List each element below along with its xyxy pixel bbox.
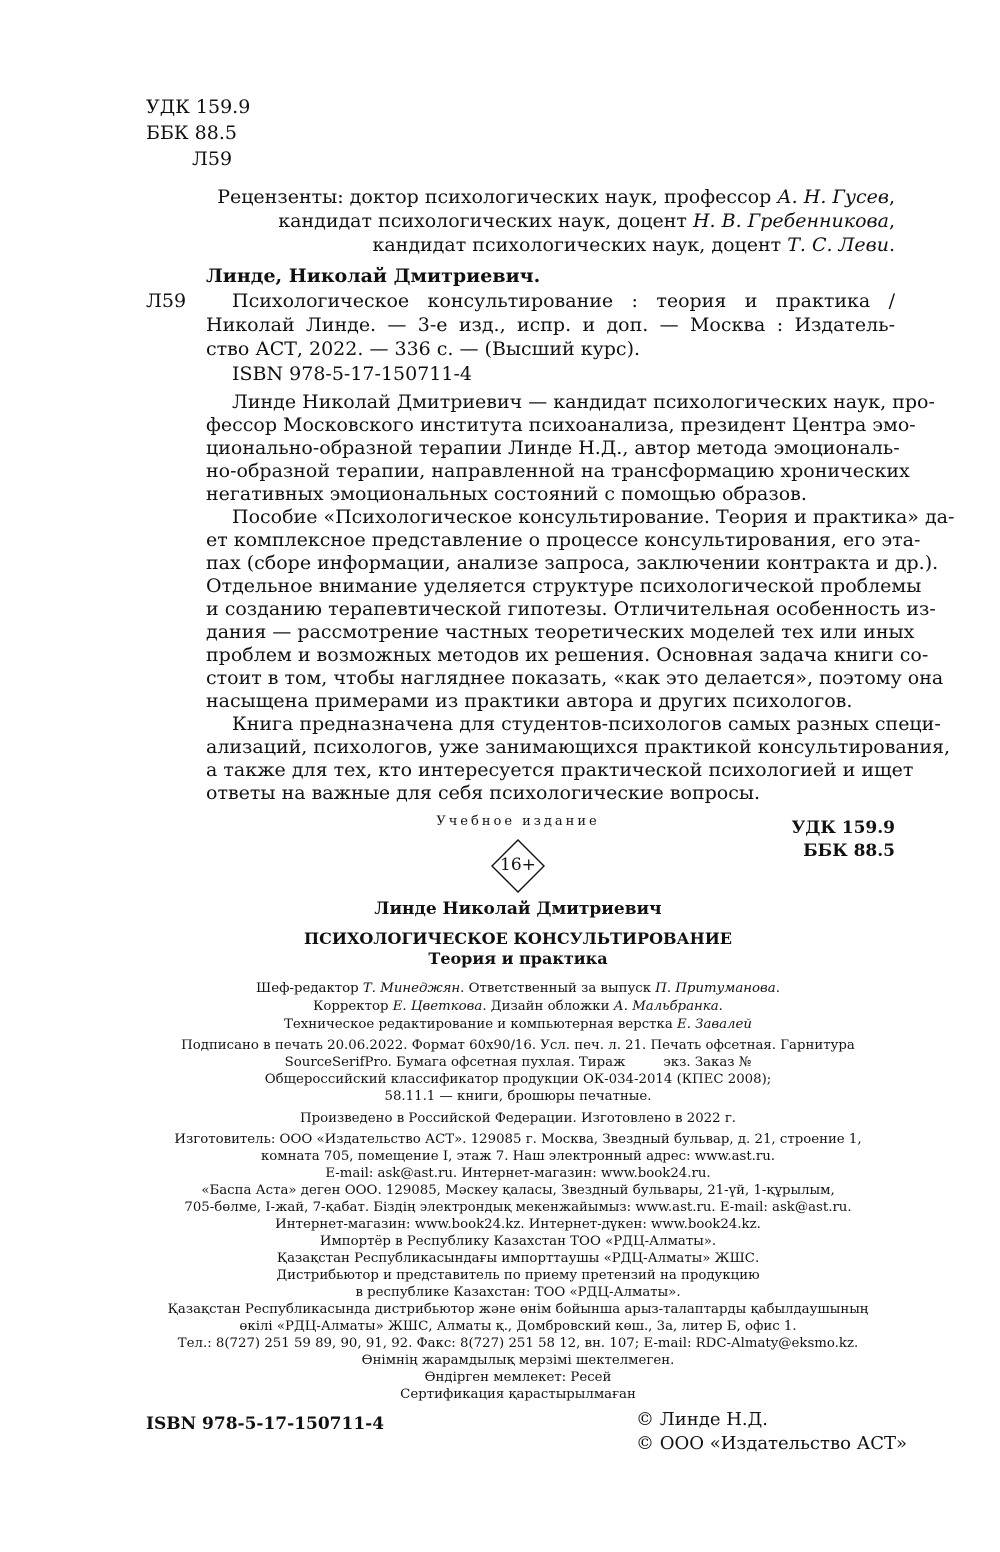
annotation-udk: УДК 159.9 <box>791 818 895 838</box>
imprint-line: комната 705, помещение I, этаж 7. Наш электронный адрес: www.ast.ru. <box>260 1149 776 1164</box>
imprint-line: Өндірген мемлекет: Ресей <box>424 1370 612 1385</box>
imprint-line: Изготовитель: ООО «Издательство АСТ». 129085 г. Москва, Звездный бульвар, д. 21, строение 1, <box>174 1132 862 1147</box>
udk-code: УДК 159.9 <box>146 96 251 118</box>
imprint-line: «Баспа Аста» деген ООО. 129085, Мәскеу қаласы, Звездный бульвары, 21-үй, 1-құрылым, <box>201 1183 835 1198</box>
annotation-line: дания — рассмотрение частных теоретических моделей тех или иных <box>206 621 915 643</box>
annotation-line: а также для тех, кто интересуется практической психологией и ищет <box>206 759 914 781</box>
annotation-line: ализаций, психологов, уже занимающихся практикой консультирования, <box>206 736 951 758</box>
reviewer-line-2: кандидат психологических наук, доцент Н. В. Гребенникова, <box>278 210 895 232</box>
imprint-line: Тел.: 8(727) 251 59 89, 90, 91, 92. Факс: 8(727) 251 58 12, вн. 107; E-mail: RDC-Almaty@eksmo.kz. <box>177 1336 859 1351</box>
credits-line-2: Корректор Е. Цветкова. Дизайн обложки А. Мальбранка. <box>313 999 723 1014</box>
copyright-author: © Линде Н.Д. <box>636 1409 768 1430</box>
annotation-line: Пособие «Психологическое консультирование. Теория и практика» да- <box>232 506 955 528</box>
annotation-line: ционально-образной терапии Линде Н.Д., автор метода эмоциональ- <box>206 437 900 459</box>
reviewer-line-1: Рецензенты: доктор психологических наук, профессор А. Н. Гусев, <box>217 186 895 208</box>
imprint-line: Дистрибьютор и представитель по приему претензий на продукцию <box>276 1268 760 1283</box>
print-info-line: Подписано в печать 20.06.2022. Формат 60x90/16. Усл. печ. л. 21. Печать офсетная. Гарнитура <box>181 1038 855 1053</box>
edition-type: Учебное издание <box>436 814 600 829</box>
annotation-line: фессор Московского института психоанализа, президент Центра эмо- <box>206 414 916 436</box>
annotation-line: ответы на важные для себя психологические вопросы. <box>206 782 761 804</box>
reviewer-line-3: кандидат психологических наук, доцент Т. С. Леви. <box>372 234 895 256</box>
footer-isbn: ISBN 978-5-17-150711-4 <box>146 1414 385 1434</box>
annotation-line: насыщена примерами из практики автора и других психологов. <box>206 690 853 712</box>
imprint-line: E-mail: ask@ast.ru. Интернет-магазин: www.book24.ru. <box>325 1166 711 1181</box>
annotation-line: пах (сборе информации, анализе запроса, заключении контракта и др.). <box>206 552 939 574</box>
annotation-line: и созданию терапевтической гипотезы. Отличительная особенность из- <box>206 598 936 620</box>
imprint-line: в республике Казахстан: ТОО «РДЦ-Алматы». <box>355 1285 681 1300</box>
imprint-line: Сертификация қарастырылмаған <box>400 1387 636 1402</box>
catalog-entry-line-1: Психологическое консультирование : теория и практика / <box>232 290 895 312</box>
catalog-entry-line-3: ство АСТ, 2022. — 336 с. — (Высший курс). <box>206 338 641 360</box>
catalog-isbn: ISBN 978-5-17-150711-4 <box>232 363 472 385</box>
book-subtitle: Теория и практика <box>428 949 608 968</box>
catalog-author-sign: Л59 <box>146 290 187 312</box>
bbk-code: ББК 88.5 <box>146 122 237 144</box>
imprint-line: Өнімнің жарамдылық мерзімі шектелмеген. <box>361 1353 675 1368</box>
imprint-line: Қазақстан Республикасындағы импорттаушы «РДЦ-Алматы» ЖШС. <box>276 1251 760 1266</box>
annotation-line: ет комплексное представление о процессе консультирования, его эта- <box>206 529 921 551</box>
print-info-line: SourceSerifPro. Бумага офсетная пухлая. Тираж экз. Заказ № <box>284 1055 752 1070</box>
annotation-line: проблем и возможных методов их решения. Основная задача книги со- <box>206 644 929 666</box>
annotation-line: негативных эмоциональных состояний с помощью образов. <box>206 483 807 505</box>
credits-line-1: Шеф-редактор Т. Минеджян. Ответственный за выпуск П. Притуманова. <box>256 981 780 996</box>
credits-line-3: Техническое редактирование и компьютерная верстка Е. Завалей <box>284 1017 752 1032</box>
annotation-line: стоит в том, чтобы нагляднее показать, «как это делается», поэтому она <box>206 667 944 689</box>
book-author: Линде Николай Дмитриевич <box>374 899 662 919</box>
imprint-line: Интернет-магазин: www.book24.kz. Интернет-дүкен: www.book24.kz. <box>275 1217 761 1232</box>
annotation-line: Книга предназначена для студентов-психологов самых разных специ- <box>232 713 941 735</box>
imprint-line: өкілі «РДЦ-Алматы» ЖШС, Алматы қ., Домбровский көш., 3а, литер Б, офис 1. <box>239 1319 797 1334</box>
annotation-line: Отдельное внимание уделяется структуре психологической проблемы <box>206 575 922 597</box>
print-info-line: Общероссийский классификатор продукции ОК-034-2014 (КПЕС 2008); <box>264 1072 772 1087</box>
produced-line: Произведено в Российской Федерации. Изготовлено в 2022 г. <box>299 1111 737 1126</box>
imprint-line: 705-бөлме, I-жай, 7-қабат. Біздің электрондық мекенжайымыз: www.ast.ru. E-mail: ask@ast.ru. <box>184 1200 852 1215</box>
imprint-line: Импортёр в Республику Казахстан ТОО «РДЦ-Алматы». <box>319 1234 717 1249</box>
catalog-entry-line-2: Николай Линде. — 3-е изд., испр. и доп. — Москва : Издатель- <box>206 314 895 336</box>
book-title: ПСИХОЛОГИЧЕСКОЕ КОНСУЛЬТИРОВАНИЕ <box>303 929 732 948</box>
imprint-line: Қазақстан Республикасында дистрибьютор және өнім бойынша арыз-талаптарды қабылдаушының <box>167 1302 869 1317</box>
age-rating-badge <box>490 838 546 894</box>
age-rating-label: 16+ <box>500 855 536 875</box>
annotation-bbk: ББК 88.5 <box>803 841 895 861</box>
copyright-publisher: © ООО «Издательство АСТ» <box>636 1433 908 1454</box>
annotation-line: Линде Николай Дмитриевич — кандидат психологических наук, про- <box>232 391 935 413</box>
annotation-line: но-образной терапии, направленной на трансформацию хронических <box>206 460 910 482</box>
catalog-author-heading: Линде, Николай Дмитриевич. <box>206 265 541 287</box>
author-sign: Л59 <box>192 148 233 170</box>
print-info-line: 58.11.1 — книги, брошюры печатные. <box>384 1089 652 1104</box>
